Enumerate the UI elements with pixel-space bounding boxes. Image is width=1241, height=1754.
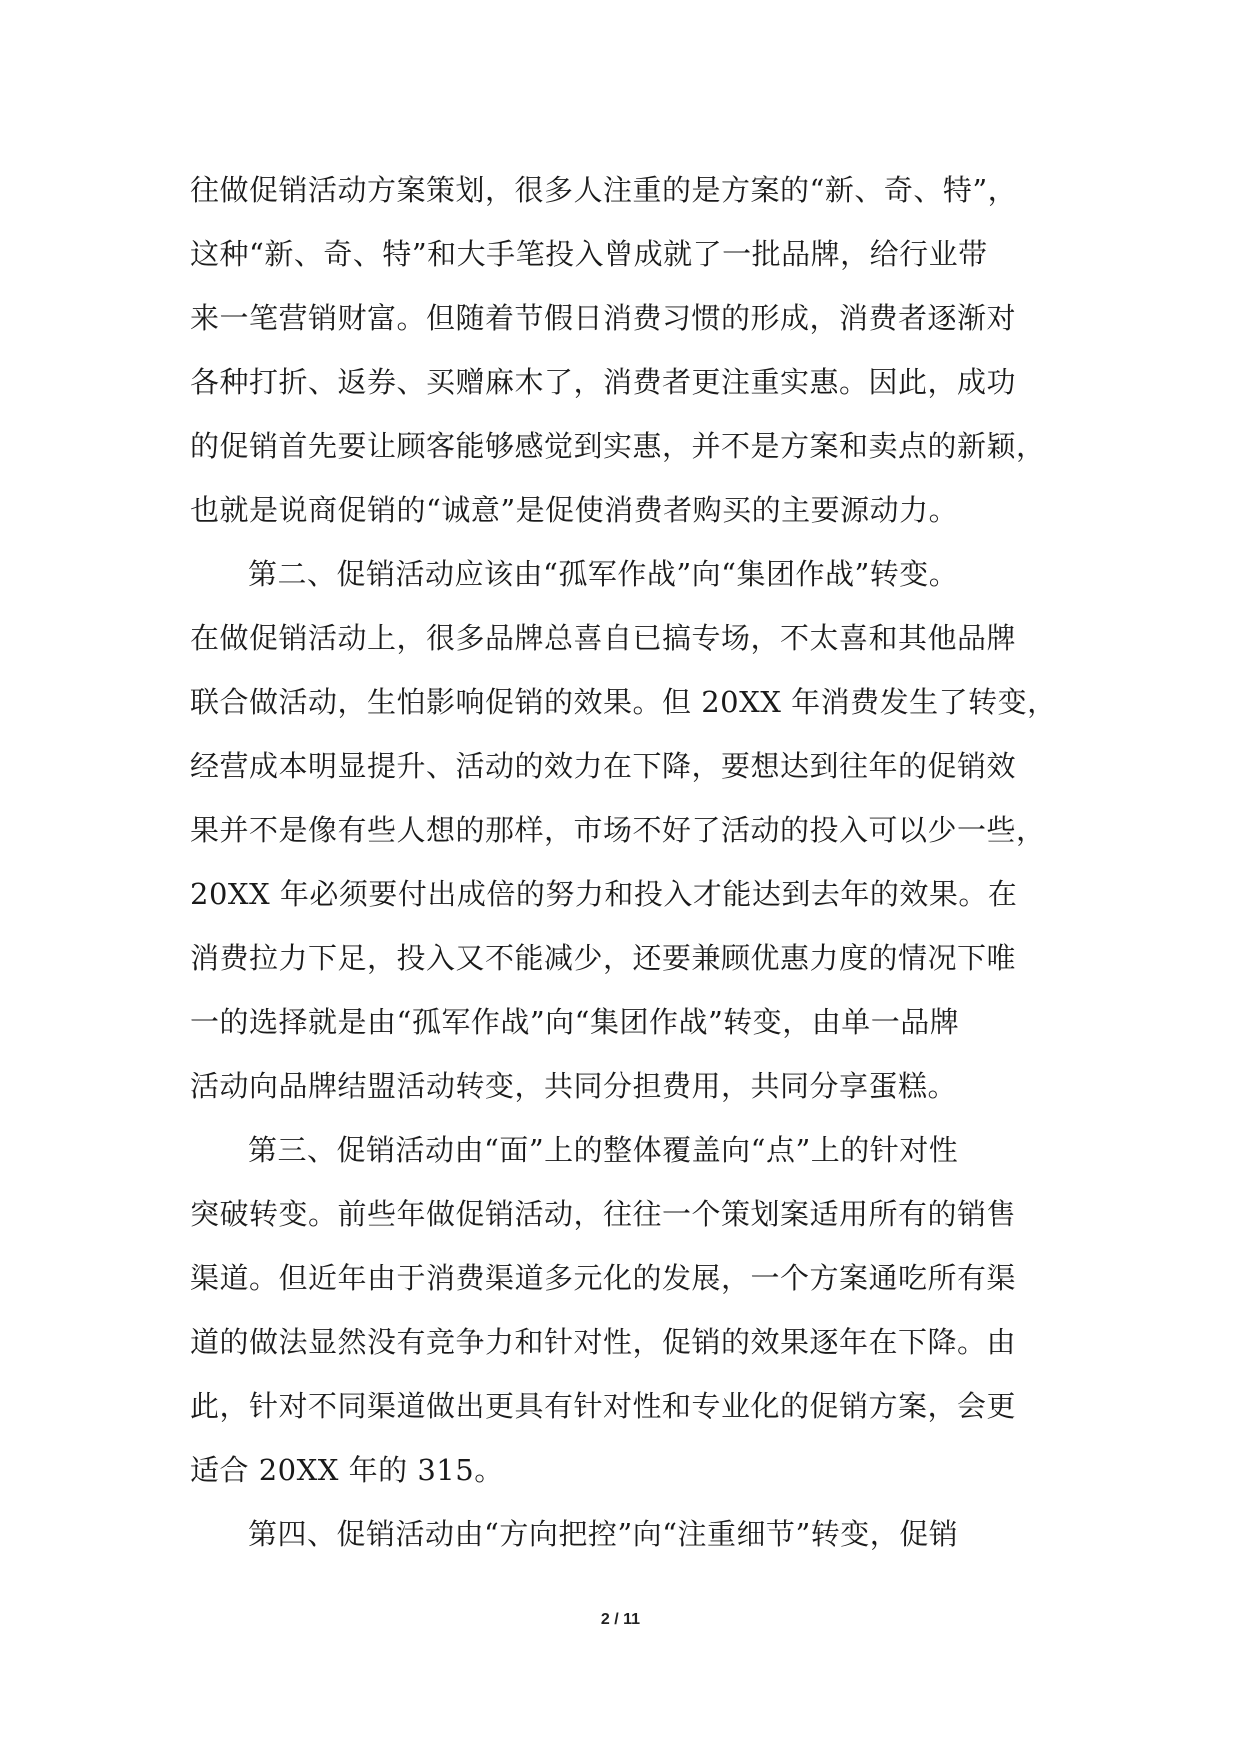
text-line: 在做促销活动上，很多品牌总喜自已搞专场，不太喜和其他品牌 (190, 621, 1017, 655)
text-line: 道的做法显然没有竞争力和针对性，促销的效果逐年在下降。由 (190, 1325, 1017, 1359)
text-line: 往做促销活动方案策划，很多人注重的是方案的“新、奇、特”， (190, 173, 1018, 207)
text-line: 来一笔营销财富。但随着节假日消费习惯的形成，消费者逐渐对 (190, 301, 1017, 335)
page-number: 2 / 11 (600, 1611, 641, 1628)
text-line: 消费拉力下足，投入又不能减少，还要兼顾优惠力度的情况下唯 (190, 941, 1017, 975)
paragraph-start-line: 第四、促销活动由“方向把控”向“注重细节”转变，促销 (248, 1517, 959, 1551)
text-line: 此，针对不同渠道做出更具有针对性和专业化的促销方案，会更 (190, 1389, 1017, 1423)
paragraph-start-line: 第二、促销活动应该由“孤军作战”向“集团作战”转变。 (248, 557, 959, 591)
text-line: 适合 20XX 年的 315。 (190, 1453, 504, 1487)
text-line: 联合做活动，生怕影响促销的效果。但 20XX 年消费发生了转变， (190, 685, 1057, 719)
text-line: 的促销首先要让顾客能够感觉到实惠，并不是方案和卖点的新颖， (190, 429, 1046, 463)
text-line: 也就是说商促销的“诚意”是促使消费者购买的主要源动力。 (190, 493, 959, 527)
text-line: 这种“新、奇、特”和大手笔投入曾成就了一批品牌，给行业带 (190, 237, 988, 271)
text-line: 经营成本明显提升、活动的效力在下降，要想达到往年的促销效 (190, 749, 1017, 783)
text-line: 果并不是像有些人想的那样，市场不好了活动的投入可以少一些， (190, 813, 1046, 847)
text-line: 20XX 年必须要付出成倍的努力和投入才能达到去年的效果。在 (190, 877, 1018, 911)
paragraph-start-line: 第三、促销活动由“面”上的整体覆盖向“点”上的针对性 (248, 1133, 959, 1167)
document-body (190, 158, 1070, 1566)
text-line: 突破转变。前些年做促销活动，往往一个策划案适用所有的销售 (190, 1197, 1017, 1231)
text-line: 活动向品牌结盟活动转变，共同分担费用，共同分享蛋糕。 (190, 1069, 958, 1103)
text-line: 渠道。但近年由于消费渠道多元化的发展，一个方案通吃所有渠 (190, 1261, 1017, 1295)
text-line: 一的选择就是由“孤军作战”向“集团作战”转变，由单一品牌 (190, 1005, 960, 1039)
text-line: 各种打折、返券、买赠麻木了，消费者更注重实惠。因此，成功 (190, 365, 1017, 399)
